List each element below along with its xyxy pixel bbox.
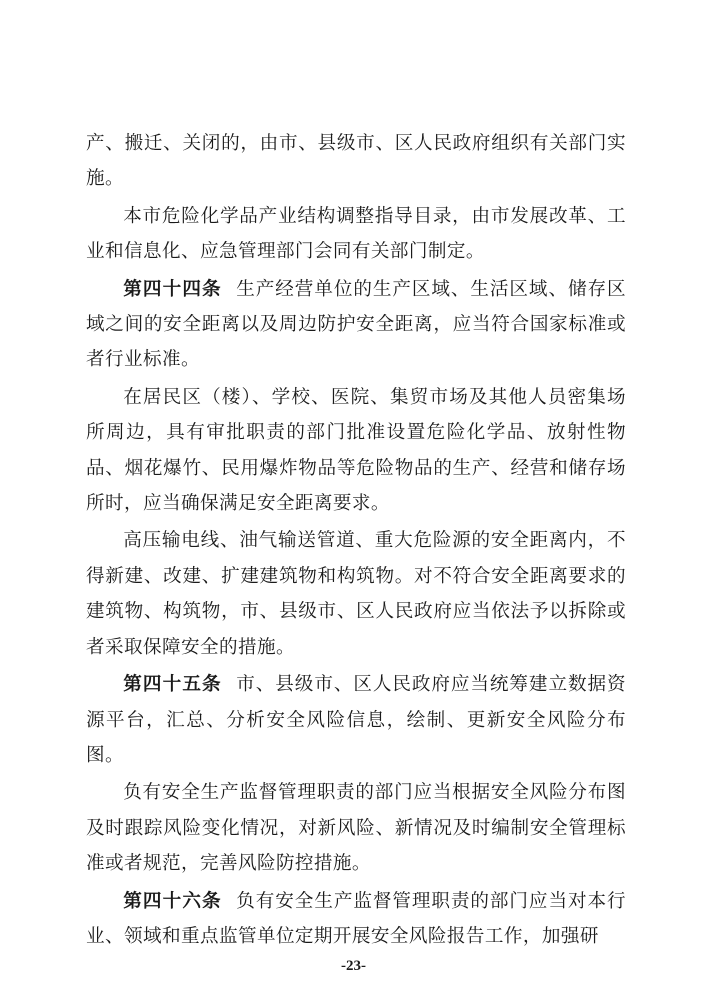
paragraph-2 bbox=[86, 199, 626, 270]
article-46 bbox=[86, 884, 626, 955]
paragraph-4-text: 在居民区（楼）、学校、医院、集贸市场及其他人员密集场所周边，具有审批职责的部门批准设置危险化学品、放射性物品、烟花爆竹、民用爆炸物品等危险物品的生产、经营和储存场所时，应当确保满足安全距离要求。 bbox=[86, 386, 626, 515]
paragraph-4 bbox=[86, 380, 626, 522]
paragraph-7-text: 负有安全生产监督管理职责的部门应当根据安全风险分布图及时跟踪风险变化情况，对新风险、新情况及时编制安全管理标准或者规范，完善风险防控措施。 bbox=[86, 782, 626, 875]
article-44 bbox=[86, 272, 626, 378]
page-number: -23- bbox=[341, 958, 366, 974]
article-46-heading: 第四十六条 bbox=[123, 890, 222, 912]
article-44-text: 生产经营单位的生产区域、生活区域、储存区域之间的安全距离以及周边防护安全距离，应当符合国家标准或者行业标准。 bbox=[86, 278, 626, 371]
paragraph-7 bbox=[86, 775, 626, 881]
article-45-heading: 第四十五条 bbox=[123, 674, 222, 696]
article-46-text: 负有安全生产监督管理职责的部门应当对本行业、领域和重点监管单位定期开展安全风险报告工作，加强研 bbox=[86, 890, 626, 947]
article-45-text: 市、县级市、区人民政府应当统筹建立数据资源平台，汇总、分析安全风险信息，绘制、更新安全风险分布图。 bbox=[86, 674, 626, 766]
article-44-heading: 第四十四条 bbox=[123, 278, 222, 300]
paragraph-1-text: 产、搬迁、关闭的，由市、县级市、区人民政府组织有关部门实施。 bbox=[86, 133, 626, 190]
document-body bbox=[86, 126, 626, 956]
paragraph-5-text: 高压输电线、油气输送管道、重大危险源的安全距离内，不得新建、改建、扩建建筑物和构筑物。对不符合安全距离要求的建筑物、构筑物，市、县级市、区人民政府应当依法予以拆除或者采取保障安全的措施。 bbox=[86, 530, 626, 658]
article-45 bbox=[86, 667, 626, 773]
paragraph-2-text: 本市危险化学品产业结构调整指导目录，由市发展改革、工业和信息化、应急管理部门会同有关部门制定。 bbox=[86, 205, 626, 263]
paragraph-1 bbox=[86, 126, 626, 197]
paragraph-5 bbox=[86, 523, 626, 665]
